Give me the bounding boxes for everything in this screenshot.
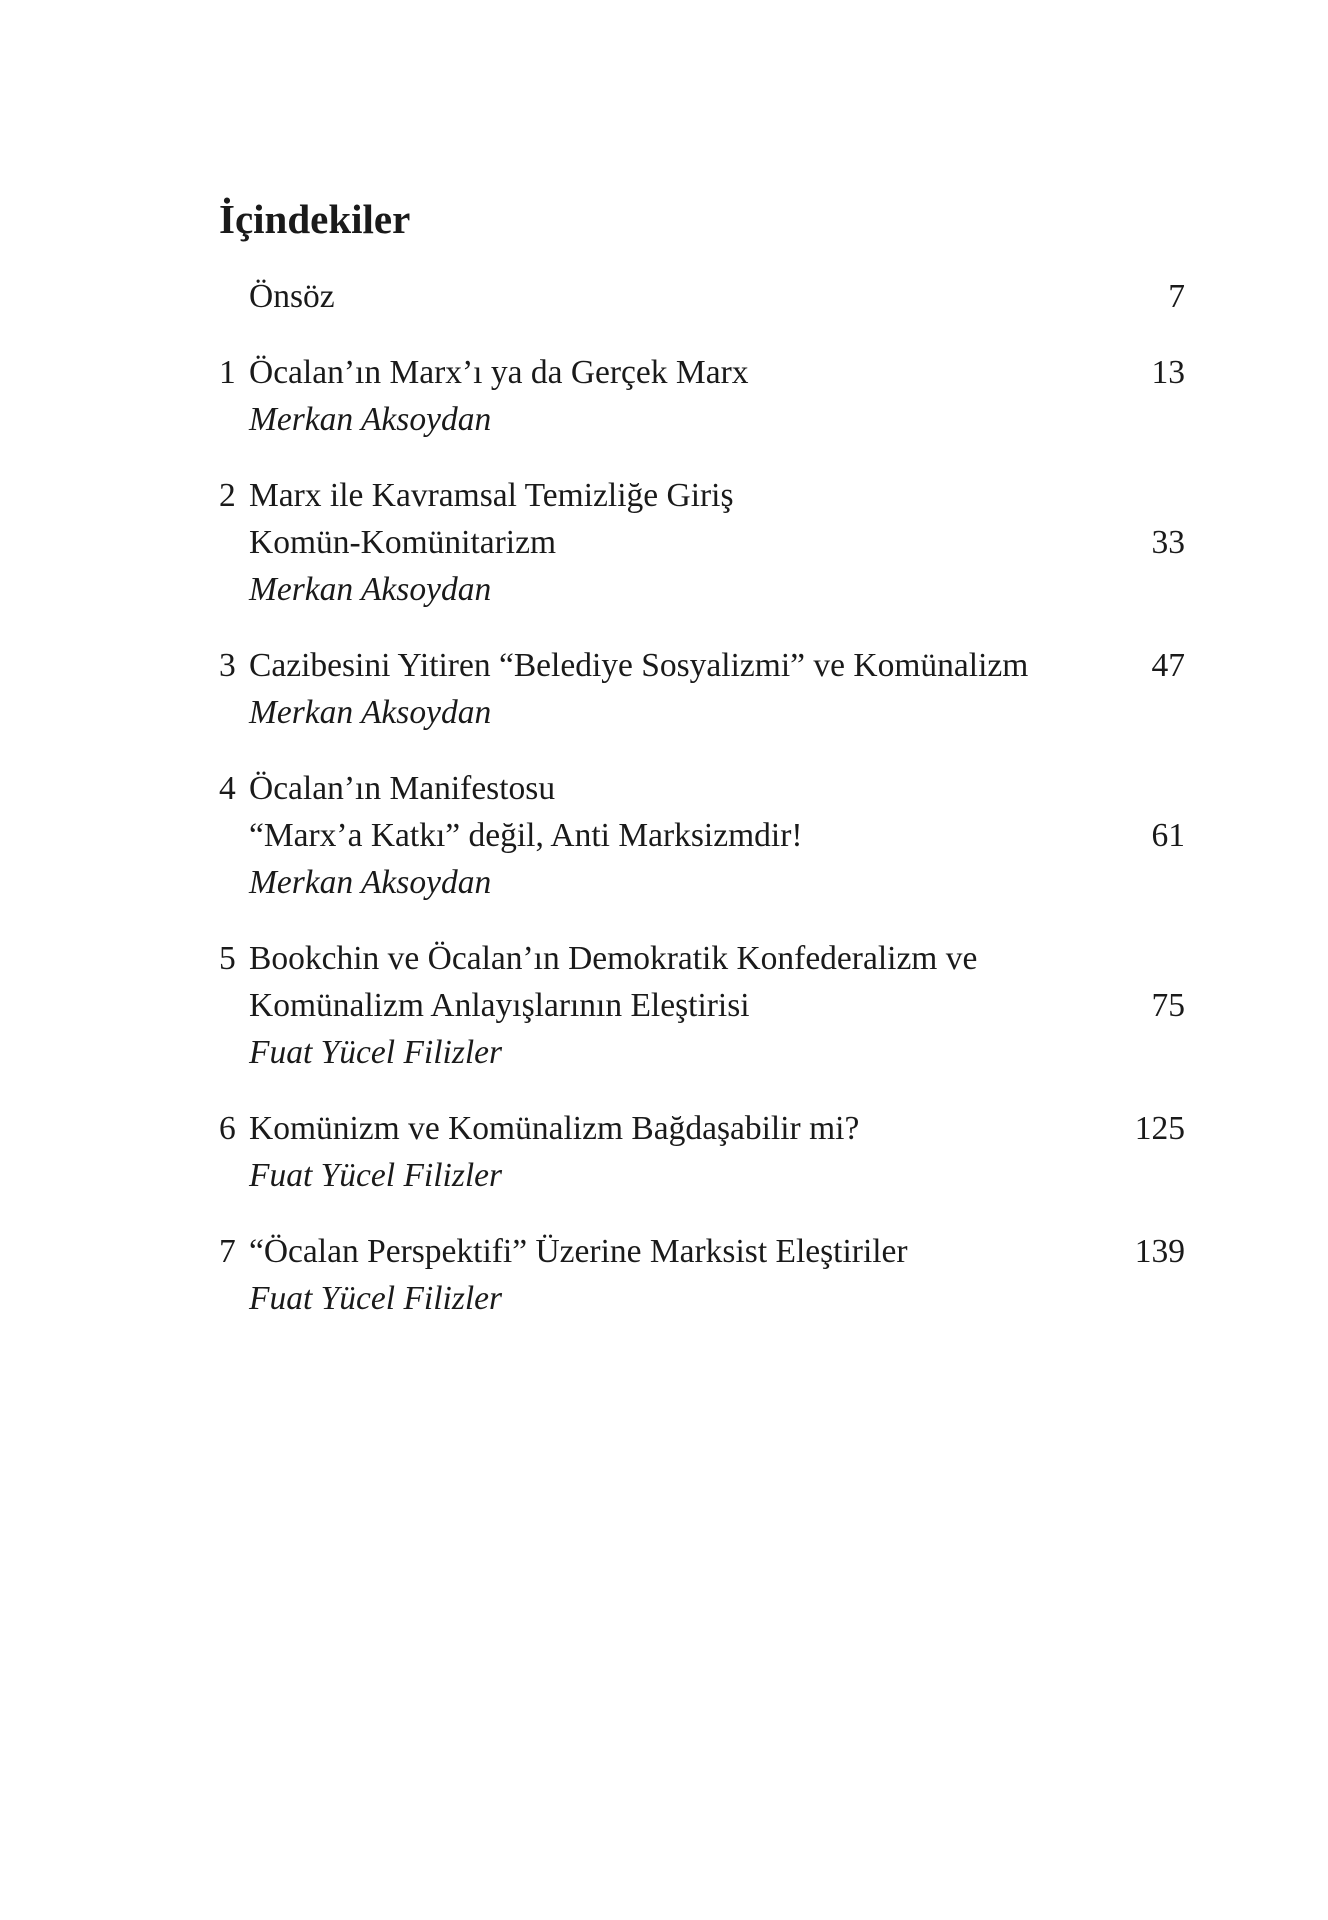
toc-author: Fuat Yücel Filizler (249, 1280, 503, 1317)
toc-chapter-number: 3 (219, 647, 236, 684)
toc-entry-title: Marx ile Kavramsal Temizliğe Giriş (249, 477, 734, 514)
toc-line (219, 1105, 1185, 1152)
toc-entry-title: Bookchin ve Öcalan’ın Demokratik Konfederalizm ve (249, 940, 978, 977)
toc-entry-4 (219, 765, 1185, 906)
toc-chapter-number: 2 (219, 477, 236, 514)
toc-entry-title: Cazibesini Yitiren “Belediye Sosyalizmi” ve Komünalizm (249, 647, 1029, 684)
toc-author: Merkan Aksoydan (249, 864, 492, 901)
toc-list (219, 273, 1185, 1351)
toc-author: Fuat Yücel Filizler (249, 1034, 503, 1071)
toc-entry-2 (219, 472, 1185, 613)
toc-line (219, 935, 1185, 982)
toc-entry-preface (219, 273, 1185, 320)
toc-author: Merkan Aksoydan (249, 694, 492, 731)
toc-entry-3 (219, 642, 1185, 736)
toc-entry-title: Öcalan’ın Manifestosu (249, 770, 556, 807)
toc-chapter-number: 5 (219, 940, 236, 977)
toc-entry-title: Önsöz (249, 278, 335, 315)
toc-chapter-number: 1 (219, 354, 236, 391)
toc-page-number: 7 (1168, 278, 1185, 315)
toc-entry-subtitle: “Marx’a Katkı” değil, Anti Marksizmdir! (249, 817, 803, 854)
toc-author: Merkan Aksoydan (249, 401, 492, 438)
toc-line (219, 765, 1185, 812)
toc-entry-subtitle: Komünalizm Anlayışlarının Eleştirisi (249, 987, 750, 1024)
toc-line (219, 642, 1185, 689)
toc-entry-subtitle: Komün-Komünitarizm (249, 524, 557, 561)
toc-page-number: 47 (1151, 647, 1185, 684)
toc-chapter-number: 4 (219, 770, 236, 807)
toc-page-number: 33 (1151, 524, 1185, 561)
toc-line (219, 273, 1185, 320)
toc-entry-6 (219, 1105, 1185, 1199)
toc-author: Fuat Yücel Filizler (249, 1157, 503, 1194)
toc-page-number: 125 (1134, 1110, 1185, 1147)
toc-entry-title: “Öcalan Perspektifi” Üzerine Marksist Eleştiriler (249, 1233, 908, 1270)
toc-page-number: 61 (1151, 817, 1185, 854)
toc-line (219, 472, 1185, 519)
toc-line (219, 1228, 1185, 1275)
toc-page-number: 75 (1151, 987, 1185, 1024)
toc-chapter-number: 7 (219, 1233, 236, 1270)
toc-chapter-number: 6 (219, 1110, 236, 1147)
toc-author: Merkan Aksoydan (249, 571, 492, 608)
page-title: İçindekiler (219, 196, 411, 242)
toc-line (219, 519, 1185, 566)
toc-entry-title: Komünizm ve Komünalizm Bağdaşabilir mi? (249, 1110, 860, 1147)
toc-entry-title: Öcalan’ın Marx’ı ya da Gerçek Marx (249, 354, 749, 391)
toc-entry-1 (219, 349, 1185, 443)
toc-line (219, 349, 1185, 396)
toc-line (219, 982, 1185, 1029)
toc-page-number: 139 (1134, 1233, 1185, 1270)
toc-page-number: 13 (1151, 354, 1185, 391)
toc-entry-7 (219, 1228, 1185, 1322)
toc-line (219, 812, 1185, 859)
toc-entry-5 (219, 935, 1185, 1076)
